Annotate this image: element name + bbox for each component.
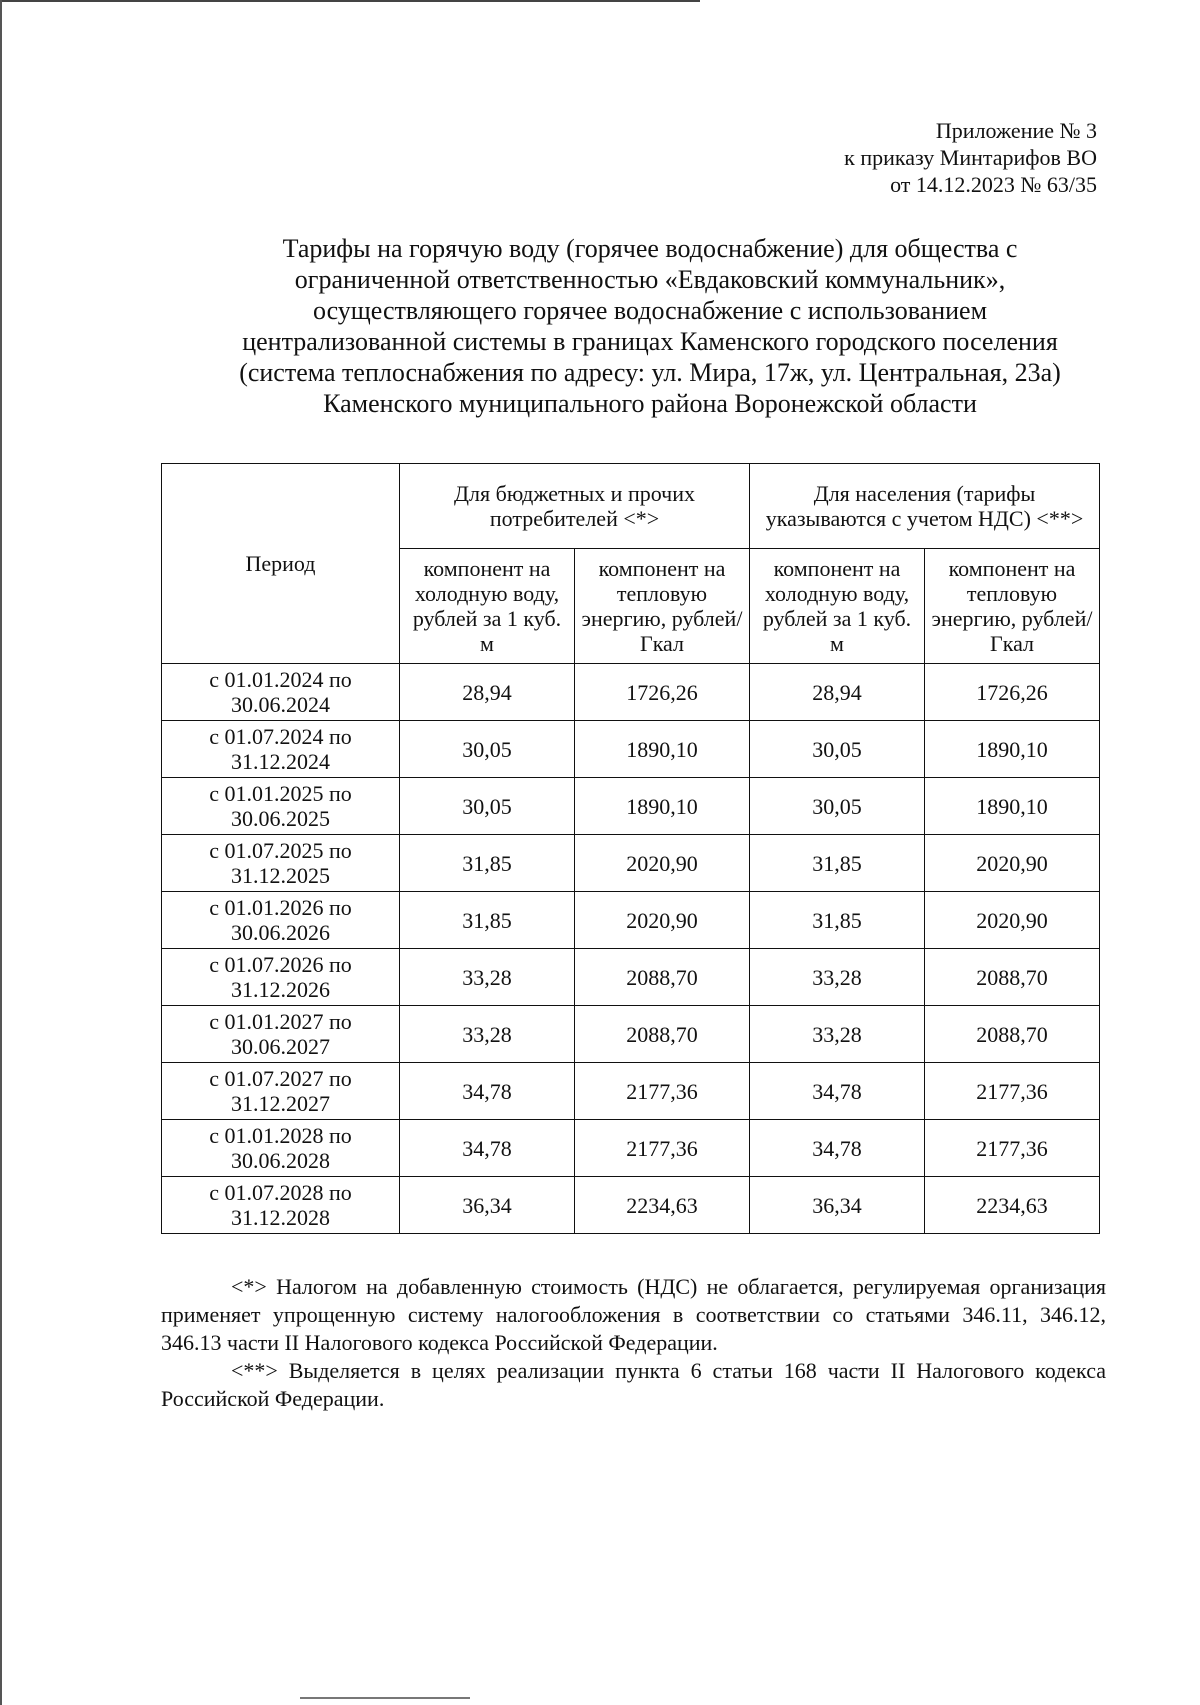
population-heat-value: 1726,26	[925, 664, 1100, 721]
table-row	[162, 1120, 1100, 1177]
population-heat-value: 1890,10	[925, 778, 1100, 835]
population-cold-value: 30,05	[750, 721, 925, 778]
document-title	[150, 233, 1150, 419]
budget-cold-value: 34,78	[400, 1120, 575, 1177]
scan-edge-top	[0, 0, 700, 2]
title-line: ограниченной ответственностью «Евдаковский коммунальник»,	[294, 265, 1006, 294]
period-start: с 01.01.2028 по	[209, 1123, 352, 1148]
budget-heat-value: 2088,70	[575, 949, 750, 1006]
period-start: с 01.07.2026 по	[209, 952, 352, 977]
budget-cold-value: 36,34	[400, 1177, 575, 1234]
title-line: централизованной системы в границах Каменского городского поселения	[242, 327, 1058, 356]
population-heat-value: 2020,90	[925, 835, 1100, 892]
budget-heat-value: 1890,10	[575, 778, 750, 835]
period-end: 31.12.2027	[231, 1091, 330, 1116]
population-heat-value: 2177,36	[925, 1120, 1100, 1177]
period-cell	[162, 835, 400, 892]
population-cold-value: 34,78	[750, 1120, 925, 1177]
footnote-vat-included: <**> Выделяется в целях реализации пункта 6 статьи 168 части II Налогового кодекса Российской Федерации.	[161, 1358, 1106, 1411]
period-start: с 01.01.2026 по	[209, 895, 352, 920]
population-cold-value: 33,28	[750, 1006, 925, 1063]
population-heat-value: 2020,90	[925, 892, 1100, 949]
budget-heat-value: 1726,26	[575, 664, 750, 721]
period-cell	[162, 892, 400, 949]
budget-cold-value: 33,28	[400, 1006, 575, 1063]
table-row	[162, 835, 1100, 892]
budget-cold-value: 31,85	[400, 835, 575, 892]
population-cold-value: 30,05	[750, 778, 925, 835]
period-end: 30.06.2028	[231, 1148, 330, 1173]
table-row	[162, 1063, 1100, 1120]
period-end: 30.06.2026	[231, 920, 330, 945]
appendix-date: от 14.12.2023 № 63/35	[890, 172, 1097, 197]
period-end: 30.06.2024	[231, 692, 330, 717]
title-line: осуществляющего горячее водоснабжение с использованием	[312, 296, 988, 325]
period-start: с 01.01.2024 по	[209, 667, 352, 692]
budget-heat-value: 2177,36	[575, 1063, 750, 1120]
period-cell	[162, 664, 400, 721]
period-start: с 01.01.2027 по	[209, 1009, 352, 1034]
period-start: с 01.01.2025 по	[209, 781, 352, 806]
period-end: 31.12.2024	[231, 749, 330, 774]
period-start: с 01.07.2028 по	[209, 1180, 352, 1205]
table-row	[162, 778, 1100, 835]
table-row	[162, 1006, 1100, 1063]
table-row	[162, 892, 1100, 949]
population-cold-value: 31,85	[750, 892, 925, 949]
period-end: 31.12.2026	[231, 977, 330, 1002]
period-cell	[162, 1120, 400, 1177]
population-cold-value: 31,85	[750, 835, 925, 892]
population-heat-value: 1890,10	[925, 721, 1100, 778]
footnotes	[161, 1273, 1106, 1413]
period-cell	[162, 721, 400, 778]
budget-heat-value: 2088,70	[575, 1006, 750, 1063]
budget-heat-value: 1890,10	[575, 721, 750, 778]
population-cold-value: 33,28	[750, 949, 925, 1006]
budget-cold-value: 30,05	[400, 721, 575, 778]
table-row	[162, 1177, 1100, 1234]
population-heat-value: 2177,36	[925, 1063, 1100, 1120]
period-cell	[162, 949, 400, 1006]
period-header: Период	[162, 464, 400, 664]
period-cell	[162, 1006, 400, 1063]
period-start: с 01.07.2024 по	[209, 724, 352, 749]
scan-edge-left	[0, 0, 2, 1705]
budget-cold-value: 30,05	[400, 778, 575, 835]
scan-edge-bottom	[300, 1697, 470, 1699]
population-heat-value: 2234,63	[925, 1177, 1100, 1234]
period-cell	[162, 778, 400, 835]
title-line: Тарифы на горячую воду (горячее водоснабжение) для общества с	[282, 234, 1018, 263]
period-start: с 01.07.2027 по	[209, 1066, 352, 1091]
period-end: 30.06.2027	[231, 1034, 330, 1059]
tariff-table	[161, 463, 1100, 1234]
population-heat-value: 2088,70	[925, 1006, 1100, 1063]
title-line: Каменского муниципального района Воронежской области	[323, 389, 977, 418]
budget-heat-value: 2177,36	[575, 1120, 750, 1177]
population-cold-water-header: компонент на холодную воду, рублей за 1 куб. м	[750, 549, 925, 664]
budget-heat-value: 2234,63	[575, 1177, 750, 1234]
appendix-order: к приказу Минтарифов ВО	[844, 145, 1097, 170]
population-cold-value: 28,94	[750, 664, 925, 721]
population-heat-value: 2088,70	[925, 949, 1100, 1006]
period-start: с 01.07.2025 по	[209, 838, 352, 863]
period-end: 31.12.2025	[231, 863, 330, 888]
period-cell	[162, 1177, 400, 1234]
budget-cold-value: 31,85	[400, 892, 575, 949]
budget-heat-energy-header: компонент на тепловую энергию, рублей/Гкал	[575, 549, 750, 664]
budget-cold-value: 34,78	[400, 1063, 575, 1120]
period-end: 31.12.2028	[231, 1205, 330, 1230]
budget-cold-value: 28,94	[400, 664, 575, 721]
appendix-reference	[844, 117, 1097, 198]
budget-consumers-header: Для бюджетных и прочих потребителей <*>	[400, 464, 750, 549]
population-cold-value: 36,34	[750, 1177, 925, 1234]
budget-heat-value: 2020,90	[575, 892, 750, 949]
population-cold-value: 34,78	[750, 1063, 925, 1120]
footnote-vat-exempt: <*> Налогом на добавленную стоимость (НДС) не облагается, регулируемая организация применяет упрощенную систему налогообложения в соответствии со статьями 346.11, 346.12, 346.13 части II Налогового кодекса Российской Федерации.	[161, 1274, 1106, 1355]
budget-cold-water-header: компонент на холодную воду, рублей за 1 куб. м	[400, 549, 575, 664]
population-header: Для населения (тарифы указываются с учетом НДС) <**>	[750, 464, 1100, 549]
budget-heat-value: 2020,90	[575, 835, 750, 892]
period-cell	[162, 1063, 400, 1120]
table-row	[162, 949, 1100, 1006]
table-header-row	[162, 464, 1100, 549]
budget-cold-value: 33,28	[400, 949, 575, 1006]
title-line: (система теплоснабжения по адресу: ул. Мира, 17ж, ул. Центральная, 23а)	[239, 358, 1061, 387]
appendix-number: Приложение № 3	[935, 118, 1097, 143]
table-row	[162, 721, 1100, 778]
table-row	[162, 664, 1100, 721]
period-end: 30.06.2025	[231, 806, 330, 831]
population-heat-energy-header: компонент на тепловую энергию, рублей/Гкал	[925, 549, 1100, 664]
